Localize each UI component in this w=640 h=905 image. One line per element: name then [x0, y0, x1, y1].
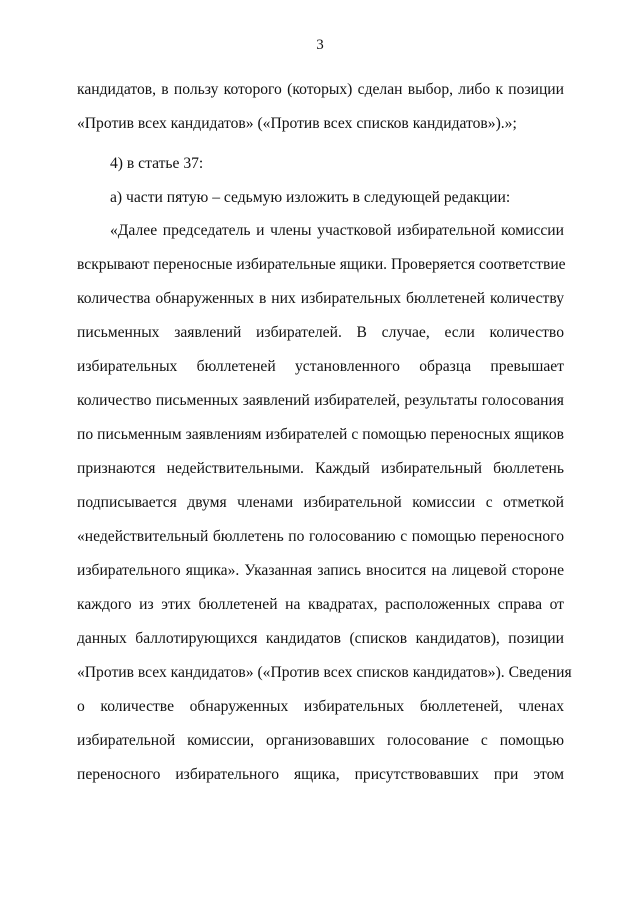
text-line-7: количества обнаруженных в них избирательных бюллетеней количеству	[77, 290, 564, 307]
text-line-13: подписывается двумя членами избирательной комиссии с отметкой	[77, 494, 564, 511]
text-line-2: «Против всех кандидатов» («Против всех списков кандидатов»).»;	[77, 115, 517, 132]
text-line-21: переносного избирательного ящика, присутствовавших при этом	[77, 766, 564, 783]
text-line-17: данных баллотирующихся кандидатов (списков кандидатов), позиции	[77, 630, 564, 647]
text-line-10: количество письменных заявлений избирателей, результаты голосования	[77, 392, 564, 409]
text-line-15: избирательного ящика». Указанная запись вносится на лицевой стороне	[77, 562, 564, 579]
text-line-20: избирательной комиссии, организовавших голосование с помощью	[77, 732, 564, 749]
text-line-19: о количестве обнаруженных избирательных бюллетеней, членах	[77, 698, 564, 715]
text-line-8: письменных заявлений избирателей. В случае, если количество	[77, 324, 564, 341]
text-line-1: кандидатов, в пользу которого (которых) сделан выбор, либо к позиции	[77, 81, 564, 98]
page-number: 3	[316, 37, 324, 53]
text-line-11: по письменным заявлениям избирателей с помощью переносных ящиков	[77, 426, 564, 443]
text-line-4: а) части пятую – седьмую изложить в следующей редакции:	[110, 189, 511, 206]
text-line-9: избирательных бюллетеней установленного образца превышает	[77, 358, 564, 375]
text-line-18: «Против всех кандидатов» («Против всех списков кандидатов»). Сведения	[77, 664, 572, 681]
text-line-12: признаются недействительными. Каждый избирательный бюллетень	[77, 460, 564, 477]
text-line-3: 4) в статье 37:	[110, 155, 204, 172]
text-line-16: каждого из этих бюллетеней на квадратах, расположенных справа от	[77, 596, 564, 613]
text-line-14: «недействительный бюллетень по голосованию с помощью переносного	[77, 528, 564, 545]
text-line-6: вскрывают переносные избирательные ящики. Проверяется соответствие	[77, 256, 566, 273]
text-line-5: «Далее председатель и члены участковой избирательной комиссии	[110, 222, 564, 239]
